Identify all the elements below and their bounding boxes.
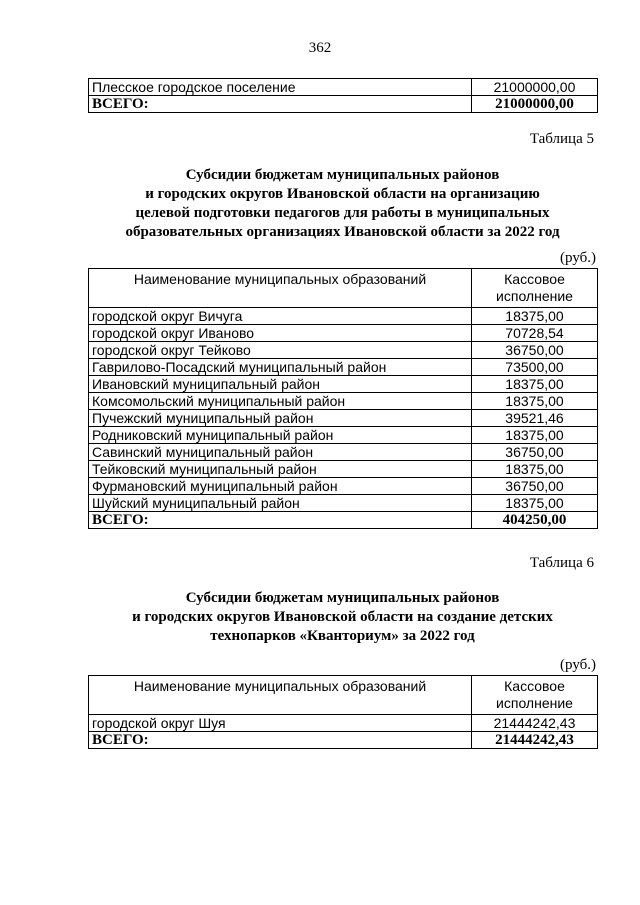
header-value [472,269,598,308]
row-name: Комсомольский муниципальный район [89,393,472,410]
row-value: 70728,54 [472,325,598,342]
table-row [89,715,598,732]
total-row [89,512,598,529]
row-name: городской округ Шуя [89,715,472,732]
table-row [89,393,598,410]
table6-title [0,589,640,646]
table-header [89,676,598,715]
table6-unit: (руб.) [560,657,596,673]
row-value: 36750,00 [472,342,598,359]
table-row [89,376,598,393]
row-name: Тейковский муниципальный район [89,461,472,478]
table5 [88,268,598,529]
table5-title [0,166,640,242]
row-name: городской округ Вичуга [89,308,472,325]
total-row [89,732,598,749]
row-name: городской округ Тейково [89,342,472,359]
row-value: 21000000,00 [472,79,598,96]
table-row [89,342,598,359]
header-value-line1: Кассовое [504,678,565,694]
total-value: 404250,00 [472,512,598,529]
table-row [89,359,598,376]
row-name: Гаврилово-Посадский муниципальный район [89,359,472,376]
row-name: Фурмановский муниципальный район [89,478,472,495]
row-value: 73500,00 [472,359,598,376]
table-header [89,269,598,308]
row-value: 18375,00 [472,495,598,512]
header-value-line2: исполнение [496,288,573,304]
row-value: 36750,00 [472,478,598,495]
title-line: Субсидии бюджетам муниципальных районов [185,167,500,183]
header-value [472,676,598,715]
total-label: ВСЕГО: [89,96,472,113]
total-row [89,96,598,113]
row-name: Савинский муниципальный район [89,444,472,461]
title-line: Субсидии бюджетам муниципальных районов [185,590,500,606]
row-value: 21444242,43 [472,715,598,732]
table-row [89,79,598,96]
row-value: 39521,46 [472,410,598,427]
table-row [89,444,598,461]
row-name: Плесское городское поселение [89,79,472,96]
table-row [89,427,598,444]
table-row [89,410,598,427]
header-name: Наименование муниципальных образований [89,676,472,715]
table6 [88,675,598,749]
top-table [88,78,598,113]
title-line: образовательных организациях Ивановской области за 2022 год [125,224,560,240]
row-value: 18375,00 [472,461,598,478]
title-line: технопарков «Кванториум» за 2022 год [210,628,475,644]
table-row [89,308,598,325]
title-line: целевой подготовки педагогов для работы в муниципальных [135,205,550,221]
row-value: 18375,00 [472,376,598,393]
table-row [89,478,598,495]
table5-label: Таблица 5 [529,131,594,147]
row-value: 18375,00 [472,393,598,410]
row-name: Пучежский муниципальный район [89,410,472,427]
row-value: 18375,00 [472,427,598,444]
table-row [89,461,598,478]
header-value-line1: Кассовое [504,271,565,287]
total-label: ВСЕГО: [89,732,472,749]
title-line: и городских округов Ивановской области на создание детских [132,609,553,625]
title-line: и городских округов Ивановской области на организацию [145,186,540,202]
row-name: городской округ Иваново [89,325,472,342]
row-name: Ивановский муниципальный район [89,376,472,393]
row-name: Родниковский муниципальный район [89,427,472,444]
total-value: 21444242,43 [472,732,598,749]
row-value: 36750,00 [472,444,598,461]
table5-unit: (руб.) [560,250,596,266]
table-row [89,495,598,512]
total-value: 21000000,00 [472,96,598,113]
table-row [89,325,598,342]
page-number: 362 [308,40,332,56]
table6-label: Таблица 6 [529,555,594,571]
row-name: Шуйский муниципальный район [89,495,472,512]
row-value: 18375,00 [472,308,598,325]
total-label: ВСЕГО: [89,512,472,529]
header-value-line2: исполнение [496,695,573,711]
header-name: Наименование муниципальных образований [89,269,472,308]
